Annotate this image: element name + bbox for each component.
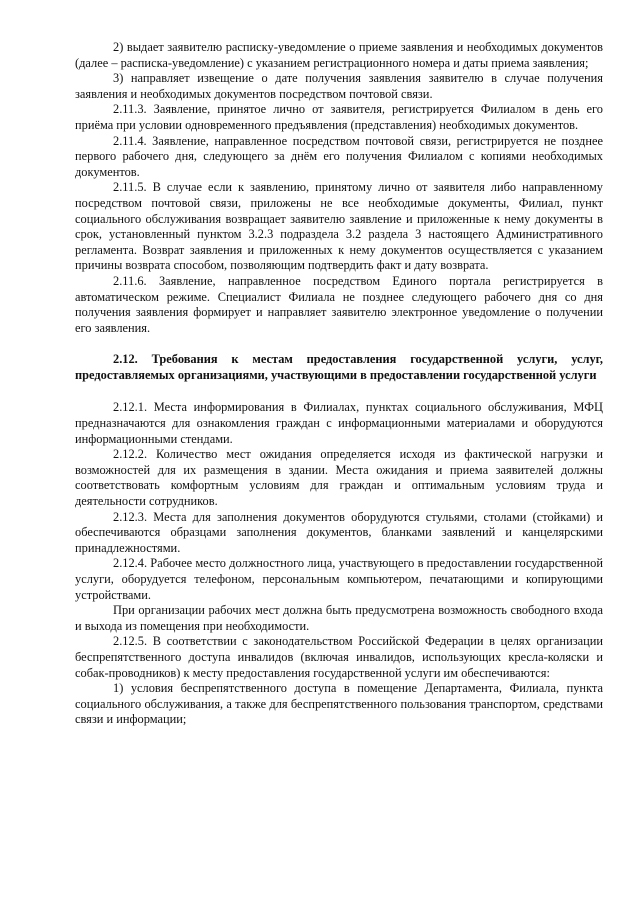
paragraph-workplace-access: При организации рабочих мест должна быть предусмотрена возможность свободного входа и выхода из помещения при необходимости. xyxy=(75,603,603,633)
paragraph-receipt-notice: 2) выдает заявителю расписку-уведомление о приеме заявления и необходимых документов (далее – расписка-уведомление) с указанием регистрационного номера и даты приема заявления; xyxy=(75,40,603,70)
paragraph-2-11-3: 2.11.3. Заявление, принятое лично от заявителя, регистрируется Филиалом в день его приёма при условии одновременного предъявления (представления) необходимых документов. xyxy=(75,102,603,132)
paragraph-2-11-6: 2.11.6. Заявление, направленное посредством Единого портала регистрируется в автоматическом режиме. Специалист Филиала не позднее следующего рабочего дня со дня получения заявления формирует и направляет заявителю электронное уведомление о получении его заявления. xyxy=(75,273,603,335)
spacer xyxy=(75,336,603,352)
paragraph-2-12-5: 2.12.5. В соответствии с законодательством Российской Федерации в целях организации беспрепятственного доступа инвалидов (включая инвалидов, использующих кресла-коляски и собак-проводников) к месту предоставления государственной услуги им обеспечиваются: xyxy=(75,634,603,680)
paragraph-2-12-2: 2.12.2. Количество мест ожидания определяется исходя из фактической нагрузки и возможностей для их размещения в здании. Места ожидания и приема заявителей должны соответствовать комфортным условиям для граждан и оптимальным условиям труда и деятельности сотрудников. xyxy=(75,447,603,509)
paragraph-2-11-4: 2.11.4. Заявление, направленное посредством почтовой связи, регистрируется не позднее первого рабочего дня, следующего за днём его получения Филиалом с копиями необходимых документов. xyxy=(75,133,603,179)
spacer xyxy=(75,383,603,400)
paragraph-postal-notice: 3) направляет извещение о дате получения заявления заявителю в случае получения заявления и необходимых документов посредством почтовой связи. xyxy=(75,71,603,101)
paragraph-2-12-1: 2.12.1. Места информирования в Филиалах, пунктах социального обслуживания, МФЦ предназначаются для ознакомления граждан с информационными материалами и оборудуются информационными стендами. xyxy=(75,400,603,446)
paragraph-2-12-3: 2.12.3. Места для заполнения документов оборудуются стульями, столами (стойками) и обеспечиваются образцами заполнения документов, бланками заявлений и канцелярскими принадлежностями. xyxy=(75,509,603,555)
section-heading-2-12: 2.12. Требования к местам предоставления государственной услуги, услуг, предоставляемых организациями, участвующими в предоставлении государственной услуги xyxy=(75,352,603,382)
paragraph-accessibility-item-1: 1) условия беспрепятственного доступа в помещение Департамента, Филиала, пункта социального обслуживания, а также для беспрепятственного пользования транспортом, средствами связи и информации; xyxy=(75,681,603,727)
paragraph-2-12-4: 2.12.4. Рабочее место должностного лица, участвующего в предоставлении государственной услуги, оборудуется телефоном, персональным компьютером, печатающими и копирующими устройствами. xyxy=(75,556,603,602)
paragraph-2-11-5: 2.11.5. В случае если к заявлению, принятому лично от заявителя либо направленному посредством почтовой связи, приложены не все необходимые документы, Филиал, пункт социального обслуживания возвращает заявителю заявление и приложенные к нему документы в срок, установленный пунктом 3.2.3 подраздела 3.2 раздела 3 настоящего Административного регламента. Возврат заявления и приложенных к нему документов осуществляется с указанием причины возврата способом, позволяющим подтвердить факт и дату возврата. xyxy=(75,180,603,273)
document-page xyxy=(75,40,603,728)
